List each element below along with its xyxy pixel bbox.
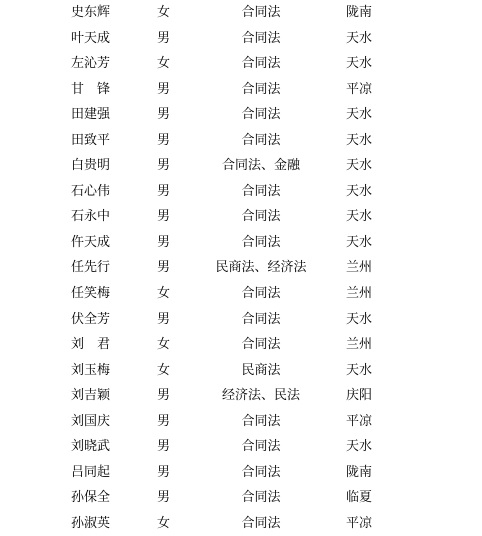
list-item — [0, 358, 482, 384]
person-gender: 男 — [157, 183, 171, 199]
person-city: 兰州 — [346, 260, 373, 276]
person-name: 任笑梅 — [71, 286, 111, 302]
person-city: 兰州 — [346, 337, 373, 353]
person-gender: 男 — [157, 209, 171, 225]
person-specialty: 合同法 — [241, 209, 281, 225]
person-specialty: 合同法 — [241, 234, 281, 250]
person-city: 兰州 — [346, 286, 373, 302]
person-name: 刘玉梅 — [71, 362, 111, 378]
person-city: 天水 — [346, 209, 373, 225]
list-item — [0, 0, 482, 26]
person-specialty: 合同法 — [241, 81, 281, 97]
person-city: 天水 — [346, 107, 373, 123]
list-item — [0, 434, 482, 460]
person-gender: 男 — [157, 490, 171, 506]
person-city: 天水 — [346, 439, 373, 455]
person-name: 刘 君 — [71, 337, 111, 353]
list-item — [0, 204, 482, 230]
person-name: 刘吉颖 — [71, 388, 111, 404]
person-city: 临夏 — [346, 490, 373, 506]
person-name: 刘国庆 — [71, 413, 111, 429]
person-name: 史东辉 — [71, 5, 111, 20]
list-item — [0, 332, 482, 358]
person-gender: 男 — [157, 81, 171, 97]
person-gender: 男 — [157, 107, 171, 123]
person-city: 天水 — [346, 311, 373, 327]
person-specialty: 合同法 — [241, 5, 281, 20]
person-gender: 女 — [157, 362, 171, 378]
person-name: 叶天成 — [71, 30, 111, 46]
person-specialty: 民商法 — [241, 362, 281, 378]
person-city: 天水 — [346, 183, 373, 199]
person-gender: 男 — [157, 260, 171, 276]
person-gender: 女 — [157, 515, 171, 531]
person-specialty: 合同法 — [241, 490, 281, 506]
list-item — [0, 409, 482, 435]
person-name: 刘晓武 — [71, 439, 111, 455]
person-name: 孙淑英 — [71, 515, 111, 531]
list-item — [0, 26, 482, 52]
person-name: 孙保全 — [71, 490, 111, 506]
list-item — [0, 230, 482, 256]
person-specialty: 合同法 — [241, 30, 281, 46]
person-city: 平凉 — [346, 81, 373, 97]
person-name: 石心伟 — [71, 183, 111, 199]
person-name: 任先行 — [71, 260, 111, 276]
person-name: 甘 锋 — [71, 81, 111, 97]
person-gender: 女 — [157, 337, 171, 353]
person-specialty: 民商法、经济法 — [215, 260, 307, 276]
list-item — [0, 281, 482, 307]
list-item — [0, 102, 482, 128]
list-item — [0, 128, 482, 154]
person-city: 天水 — [346, 30, 373, 46]
person-name: 吕同起 — [71, 464, 111, 480]
person-specialty: 合同法 — [241, 337, 281, 353]
list-item — [0, 51, 482, 77]
person-specialty: 经济法、民法 — [221, 388, 300, 404]
person-city: 天水 — [346, 362, 373, 378]
person-gender: 男 — [157, 311, 171, 327]
person-city: 平凉 — [346, 515, 373, 531]
person-gender: 男 — [157, 413, 171, 429]
person-specialty: 合同法 — [241, 413, 281, 429]
person-specialty: 合同法 — [241, 107, 281, 123]
list-item — [0, 511, 482, 536]
person-specialty: 合同法 — [241, 286, 281, 302]
person-specialty: 合同法 — [241, 439, 281, 455]
person-gender: 男 — [157, 464, 171, 480]
list-item — [0, 255, 482, 281]
person-name: 白贵明 — [71, 158, 111, 174]
list-item — [0, 383, 482, 409]
person-city: 陇南 — [346, 464, 373, 480]
person-specialty: 合同法 — [241, 56, 281, 72]
person-name: 田致平 — [71, 132, 111, 148]
person-gender: 男 — [157, 132, 171, 148]
person-specialty: 合同法 — [241, 311, 281, 327]
person-name: 田建强 — [71, 107, 111, 123]
person-city: 天水 — [346, 158, 373, 174]
person-gender: 男 — [157, 158, 171, 174]
person-city: 天水 — [346, 56, 373, 72]
person-gender: 男 — [157, 30, 171, 46]
person-name: 石永中 — [71, 209, 111, 225]
person-gender: 女 — [157, 5, 171, 20]
person-city: 平凉 — [346, 413, 373, 429]
person-name: 左沁芳 — [71, 56, 111, 72]
person-name: 伏全芳 — [71, 311, 111, 327]
person-specialty: 合同法 — [241, 515, 281, 531]
person-gender: 男 — [157, 234, 171, 250]
list-item — [0, 307, 482, 333]
person-specialty: 合同法 — [241, 464, 281, 480]
person-city: 天水 — [346, 234, 373, 250]
person-specialty: 合同法 — [241, 132, 281, 148]
person-gender: 女 — [157, 56, 171, 72]
person-gender: 女 — [157, 286, 171, 302]
person-city: 天水 — [346, 132, 373, 148]
list-item — [0, 153, 482, 179]
person-name: 仵天成 — [71, 234, 111, 250]
list-item — [0, 460, 482, 486]
list-item — [0, 179, 482, 205]
person-gender: 男 — [157, 439, 171, 455]
person-specialty: 合同法 — [241, 183, 281, 199]
list-item — [0, 77, 482, 103]
person-specialty: 合同法、金融 — [221, 158, 300, 174]
person-city: 庆阳 — [346, 388, 373, 404]
person-gender: 男 — [157, 388, 171, 404]
list-item — [0, 485, 482, 511]
person-city: 陇南 — [346, 5, 373, 20]
